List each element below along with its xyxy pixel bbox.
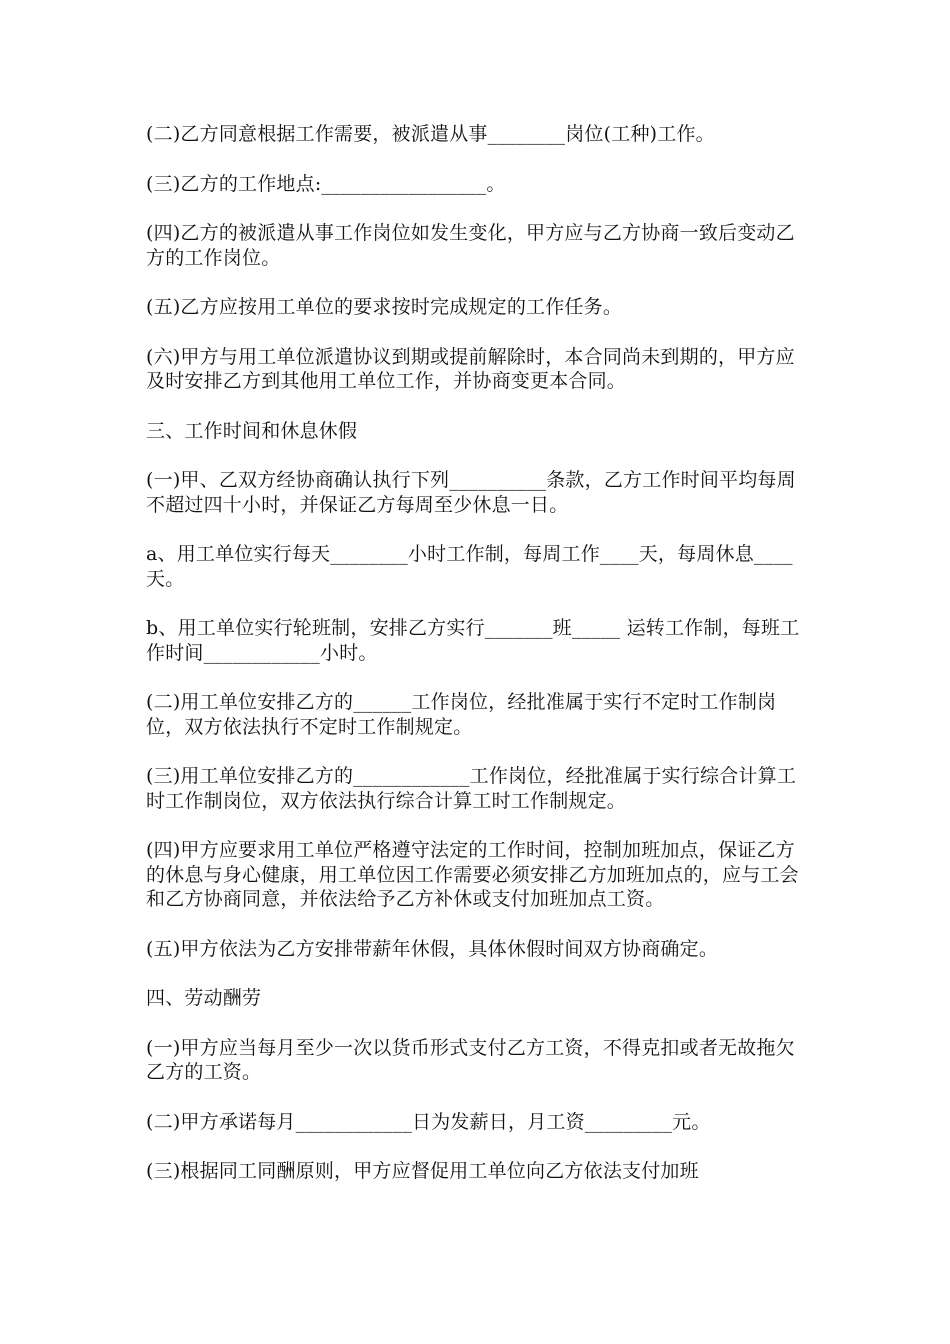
clause-3-1-a: a、用工单位实行每天________小时工作制，每周工作____天，每周休息____天。 — [146, 543, 793, 590]
clause-4-1: (一)甲方应当每月至少一次以货币形式支付乙方工资，不得克扣或者无故拖欠乙方的工资。 — [146, 1036, 795, 1083]
clause-3-1: (一)甲、乙双方经协商确认执行下列__________条款，乙方工作时间平均每周不超过四十小时，并保证乙方每周至少休息一日。 — [146, 469, 796, 516]
clause-2-2: (二)乙方同意根据工作需要，被派遣从事________岗位(工种)工作。 — [146, 123, 715, 145]
clause-4-2: (二)甲方承诺每月____________日为发薪日，月工资_________元。 — [146, 1110, 711, 1133]
clause-2-3: (三)乙方的工作地点:_________________。 — [146, 172, 506, 195]
clause-4-3: (三)根据同工同酬原则，甲方应督促用工单位向乙方依法支付加班 — [146, 1160, 699, 1182]
section-heading-4: 四、劳动酬劳 — [146, 987, 262, 1009]
section-heading-3: 三、工作时间和休息休假 — [146, 419, 358, 442]
clause-2-5: (五)乙方应按用工单位的要求按时完成规定的工作任务。 — [146, 296, 623, 318]
clause-2-6: (六)甲方与用工单位派遣协议到期或提前解除时，本合同尚未到期的，甲方应及时安排乙方到其他用工单位工作，并协商变更本合同。 — [146, 345, 795, 392]
clause-3-3: (三)用工单位安排乙方的____________工作岗位，经批准属于实行综合计算工时工作制岗位，双方依法执行综合计算工时工作制规定。 — [146, 765, 797, 812]
clause-3-5: (五)甲方依法为乙方安排带薪年休假，具体休假时间双方协商确定。 — [146, 937, 719, 960]
document-body — [146, 122, 810, 1209]
clause-3-1-b: b、用工单位实行轮班制，安排乙方实行_______班_____ 运转工作制，每班工作时间____________小时。 — [146, 617, 800, 664]
clause-2-4: (四)乙方的被派遣从事工作岗位如发生变化，甲方应与乙方协商一致后变动乙方的工作岗位。 — [146, 222, 795, 269]
clause-3-2: (二)用工单位安排乙方的______工作岗位，经批准属于实行不定时工作制岗位，双方依法执行不定时工作制规定。 — [146, 691, 777, 738]
clause-3-4: (四)甲方应要求用工单位严格遵守法定的工作时间，控制加班加点，保证乙方的休息与身心健康，用工单位因工作需要必须安排乙方加班加点的，应与工会和乙方协商同意，并依法给予乙方补休或支付加班加点工资。 — [146, 839, 799, 910]
